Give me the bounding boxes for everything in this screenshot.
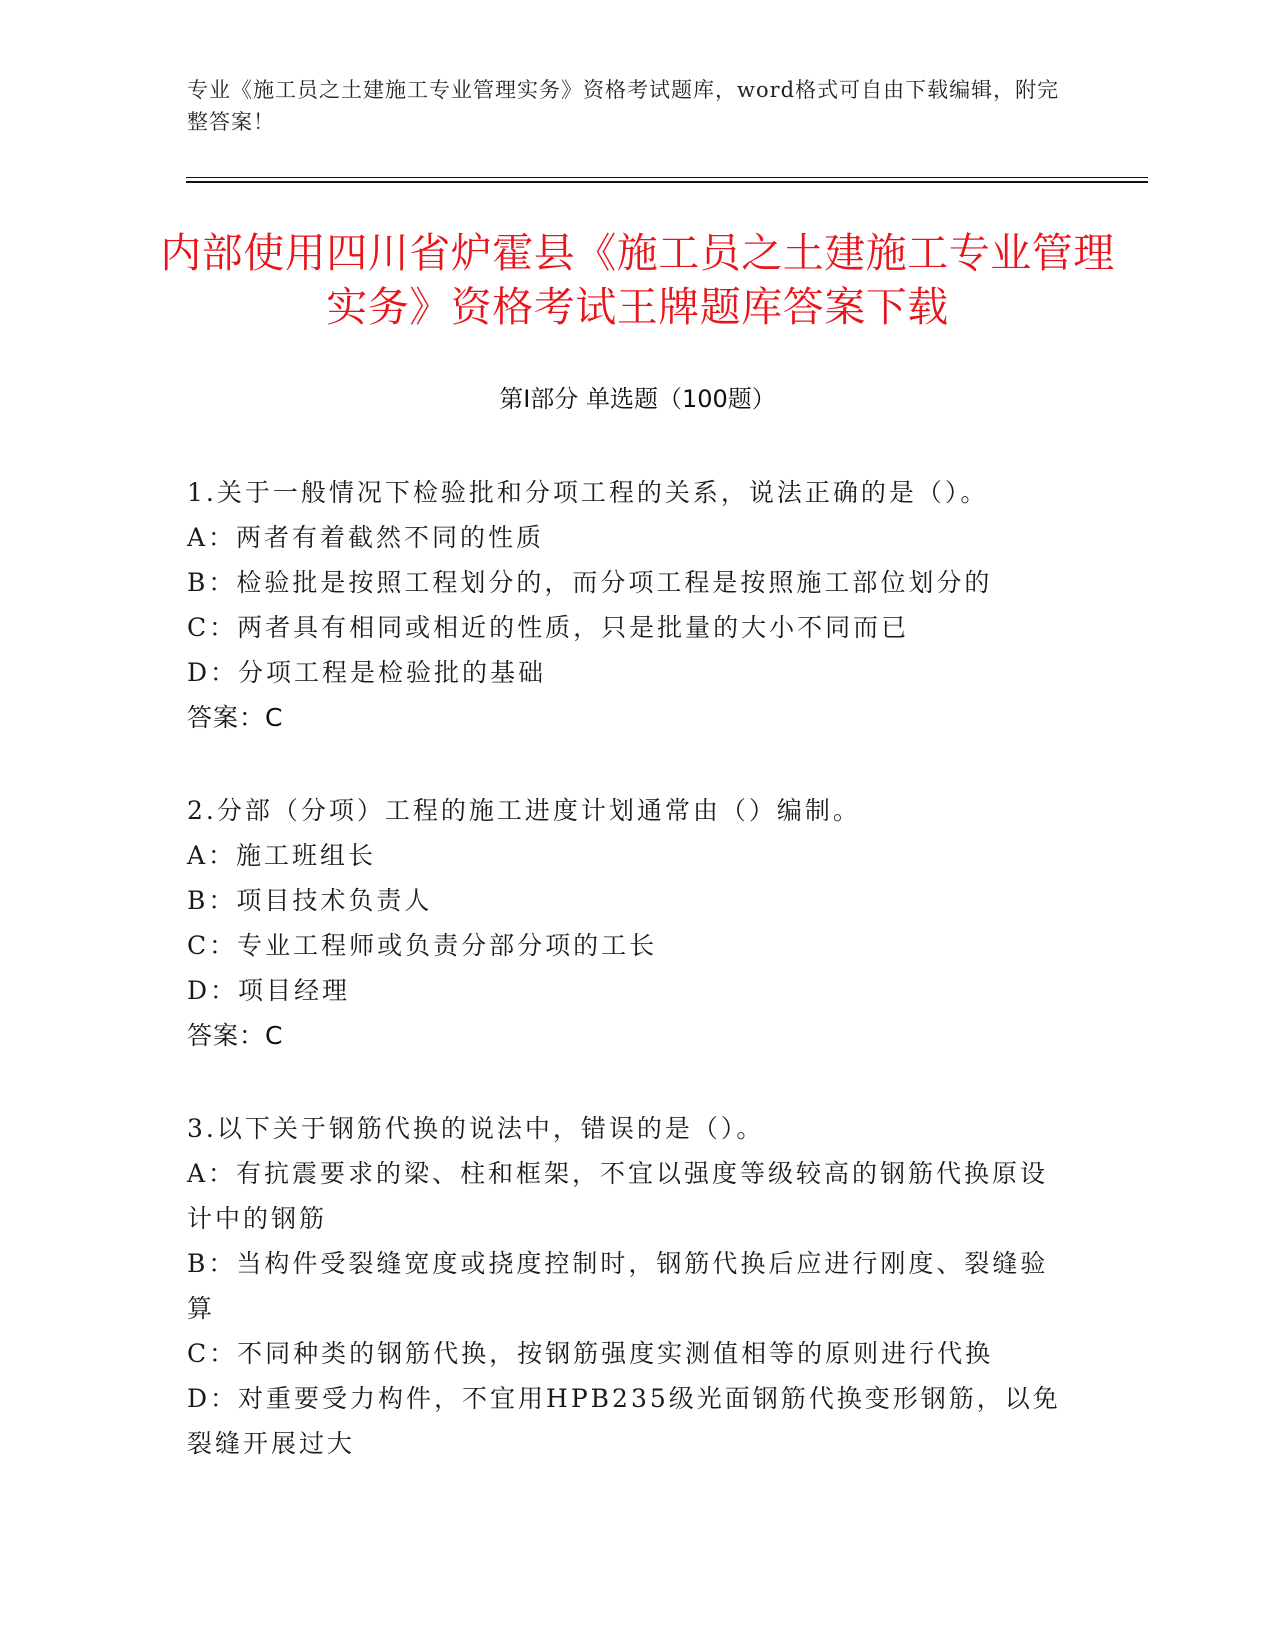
option-d: D：对重要受力构件，不宜用HPB235级光面钢筋代换变形钢筋，以免裂缝开展过大 (187, 1384, 1061, 1458)
header-note: 专业《施工员之土建施工专业管理实务》资格考试题库，word格式可自由下载编辑，附完整答案！ (187, 78, 1060, 134)
option-a: A：两者有着截然不同的性质 (187, 523, 545, 552)
option-b: B：当构件受裂缝宽度或挠度控制时，钢筋代换后应进行刚度、裂缝验算 (187, 1249, 1049, 1323)
answer: 答案：C (187, 703, 284, 732)
question-1 (187, 470, 1067, 740)
question-3 (187, 1106, 1067, 1466)
question-stem: 2.分部（分项）工程的施工进度计划通常由（）编制。 (187, 796, 861, 825)
option-d: D：项目经理 (187, 976, 351, 1005)
header-rule-thick (186, 181, 1148, 183)
option-b: B：项目技术负责人 (187, 886, 433, 915)
option-c: C：专业工程师或负责分部分项的工长 (187, 931, 658, 960)
question-stem: 3.以下关于钢筋代换的说法中，错误的是（）。 (187, 1114, 765, 1143)
section-heading: 第I部分 单选题（100题） (499, 385, 776, 413)
option-c: C：两者具有相同或相近的性质，只是批量的大小不同而已 (187, 613, 910, 642)
question-stem: 1.关于一般情况下检验批和分项工程的关系，说法正确的是（）。 (187, 478, 989, 507)
option-a: A：有抗震要求的梁、柱和框架，不宜以强度等级较高的钢筋代换原设计中的钢筋 (187, 1159, 1049, 1233)
header-rule-thin (186, 177, 1148, 178)
option-c: C：不同种类的钢筋代换，按钢筋强度实测值相等的原则进行代换 (187, 1339, 994, 1368)
question-list (187, 470, 1067, 1514)
question-2 (187, 788, 1067, 1058)
option-d: D：分项工程是检验批的基础 (187, 658, 547, 687)
answer: 答案：C (187, 1021, 284, 1050)
option-a: A：施工班组长 (187, 841, 377, 870)
document-title: 内部使用四川省炉霍县《施工员之土建施工专业管理实务》资格考试王牌题库答案下载 (160, 229, 1115, 331)
option-b: B：检验批是按照工程划分的，而分项工程是按照施工部位划分的 (187, 568, 993, 597)
